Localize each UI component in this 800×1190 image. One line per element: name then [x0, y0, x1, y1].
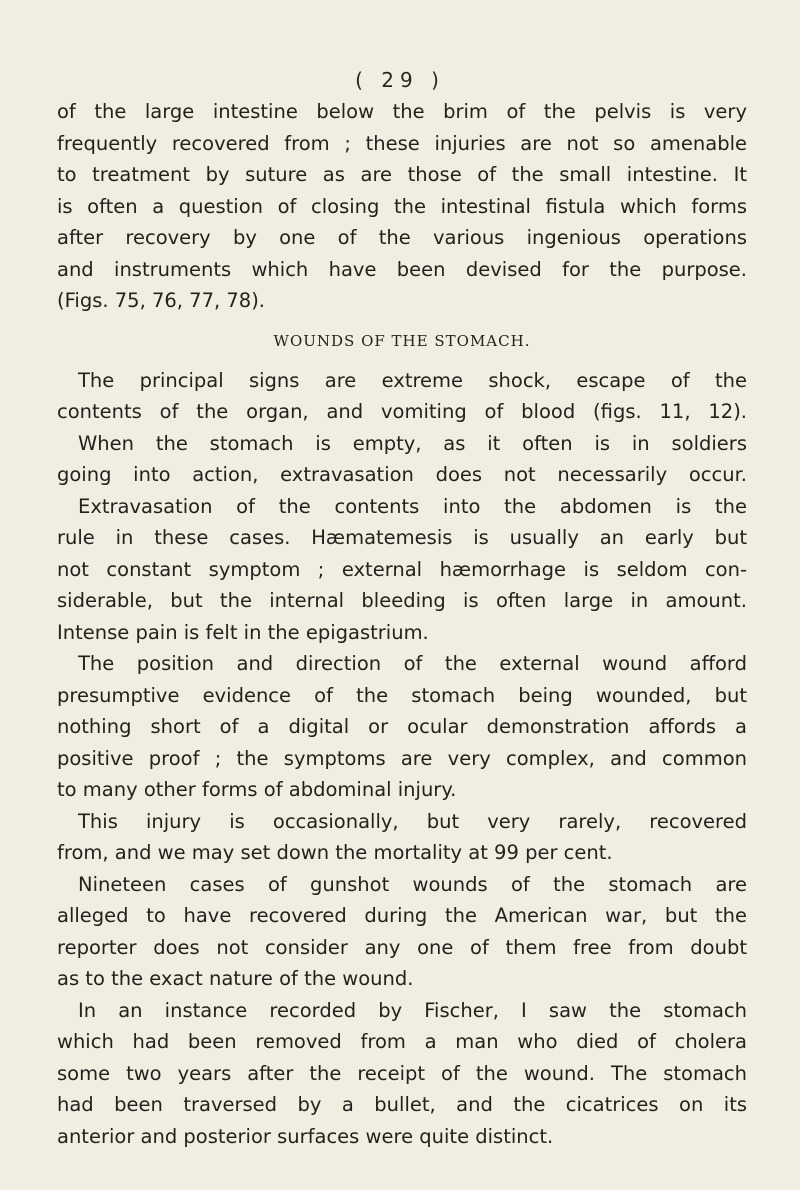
text-line: presumptive evidence of the stomach being wounded, but	[57, 683, 747, 707]
text-line: anterior and posterior surfaces were quite distinct.	[57, 1124, 554, 1148]
paragraph-first-line: Extravasation of the contents into the abdomen is the	[78, 494, 747, 518]
text-line: which had been removed from a man who died of cholera	[57, 1030, 747, 1053]
page-number: ( 29 )	[355, 68, 445, 92]
paragraph-first-line: This injury is occasionally, but very rarely, recovered	[78, 809, 747, 833]
text-line: to treatment by suture as are those of the small intestine. It	[57, 163, 747, 186]
section-body	[57, 365, 747, 1153]
text-line: positive proof ; the symptoms are very complex, and common	[57, 746, 747, 770]
text-line: nothing short of a digital or ocular demonstration affords a	[57, 715, 747, 738]
text-line: alleged to have recovered during the American war, but the	[57, 904, 747, 927]
text-line: reporter does not consider any one of them free from doubt	[57, 935, 747, 959]
text-line: of the large intestine below the brim of the pelvis is very	[57, 100, 747, 123]
text-line: rule in these cases. Hæmatemesis is usually an early but	[57, 526, 747, 549]
text-line: frequently recovered from ; these injuries are not so amenable	[57, 131, 747, 155]
paragraph-first-line: When the stomach is empty, as it often is in soldiers	[78, 431, 747, 455]
text-line: (Figs. 75, 76, 77, 78).	[57, 289, 266, 312]
text-line: contents of the organ, and vomiting of blood (figs. 11, 12).	[57, 400, 747, 423]
page-text	[57, 96, 747, 1152]
text-line: after recovery by one of the various ingenious operations	[57, 226, 747, 249]
text-line: Intense pain is felt in the epigastrium.	[57, 620, 429, 644]
text-line: some two years after the receipt of the wound. The stomach	[57, 1061, 747, 1085]
text-line: not constant symptom ; external hæmorrhage is seldom con-	[57, 557, 747, 581]
text-line: going into action, extravasation does not necessarily occur.	[57, 463, 747, 486]
section-heading: WOUNDS OF THE STOMACH.	[273, 331, 531, 350]
paragraph-first-line: The position and direction of the external wound afford	[78, 652, 747, 675]
paragraph-first-line: The principal signs are extreme shock, escape of the	[78, 368, 747, 392]
paragraph-first-line: Nineteen cases of gunshot wounds of the stomach are	[78, 872, 747, 896]
paragraph-first-line: In an instance recorded by Fischer, I saw the stomach	[78, 998, 747, 1022]
text-line: from, and we may set down the mortality at 99 per cent.	[57, 841, 613, 864]
text-line: and instruments which have been devised for the purpose.	[57, 257, 747, 281]
text-line: had been traversed by a bullet, and the cicatrices on its	[57, 1093, 747, 1116]
text-line: as to the exact nature of the wound.	[57, 967, 414, 990]
text-line: to many other forms of abdominal injury.	[57, 778, 457, 801]
text-line: siderable, but the internal bleeding is often large in amount.	[57, 589, 747, 612]
continuation-paragraph	[57, 96, 747, 317]
text-line: is often a question of closing the intestinal fistula which forms	[57, 194, 747, 218]
